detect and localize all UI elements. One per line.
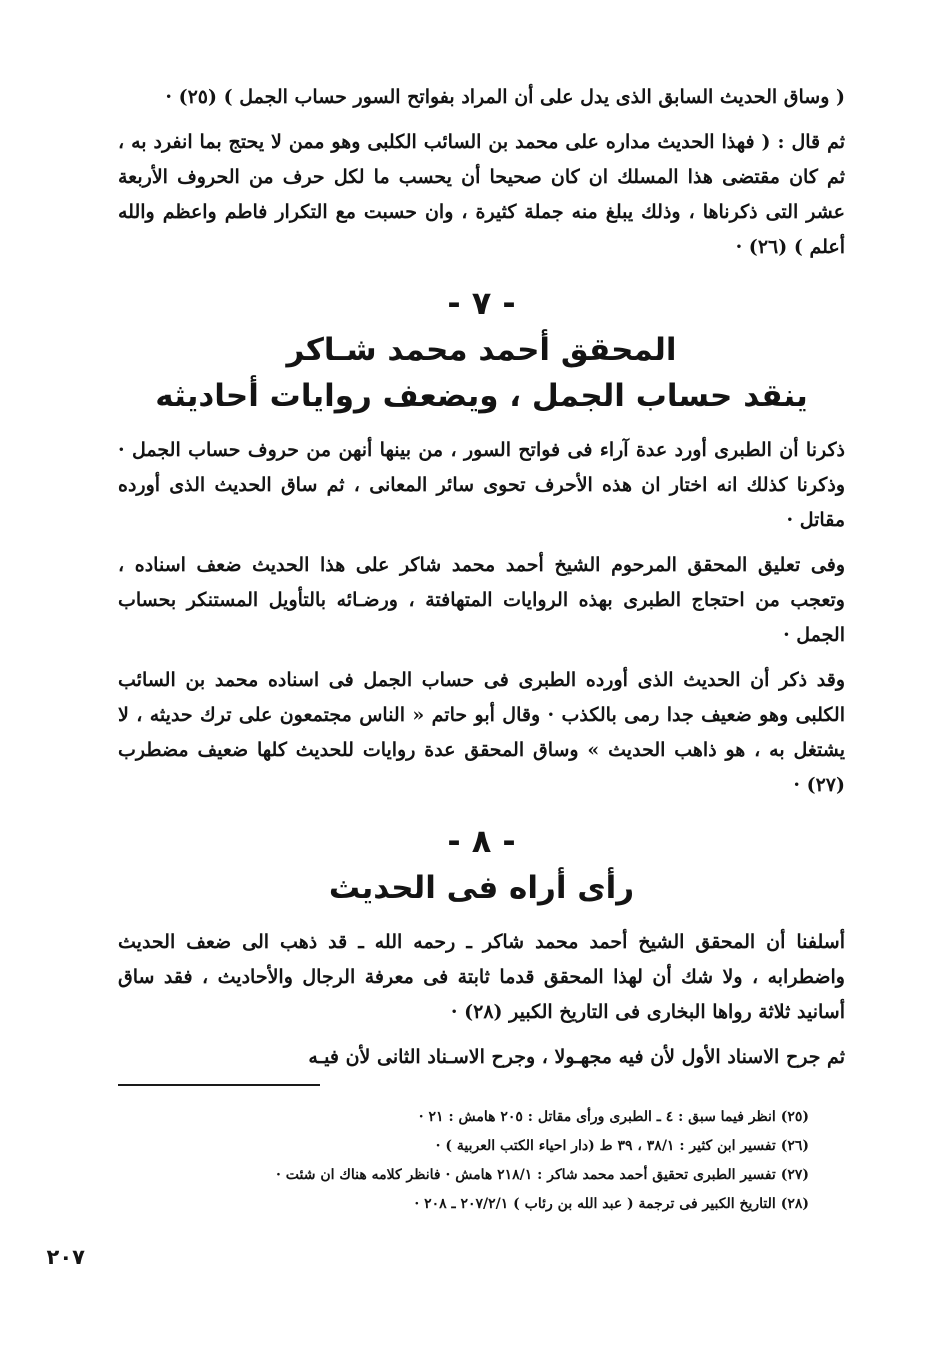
footnote-28: (٢٨) التاريخ الكبير فى ترجمة ( عبد الله بن رئاب ) ٢٠٧/٢/١ ـ ٢٠٨ · — [414, 1196, 809, 1212]
paragraph-quote-ibn-kathir: ثم قال : ( فهذا الحديث مداره على محمد بن السائب الكلبى وهو ممن لا يحتج بما انفرد به ، ثم كان مقتضى هذا المسلك ان كان صحيحا أن يحسب ما لكل حرف من الحروف الأربعة عشر التى ذكرناها ، وذلك يبلغ منه جملة كثيرة ، وان حسبت مع التكرار فاطم واعظم والله أعلم ) (٢٦) · — [118, 131, 845, 258]
section-8-number: - ٨ - — [447, 822, 516, 860]
section-8-paragraph: أسلفنا أن المحقق الشيخ أحمد محمد شاكر ـ رحمه الله ـ قد ذهب الى ضعف الحديث واضطرابه ، ولا شك أن لهذا المحقق قدما ثابتة فى معرفة الرجال والأحاديث ، فقد ساق أسانيد ثلاثة رواها البخارى فى التاريخ الكبير (٢٨) · — [118, 931, 845, 1023]
footnotes — [86, 1103, 809, 1219]
footnote-25: (٢٥) انظر فيما سبق : ٤ ـ الطبرى ورأى مقاتل : ٢٠٥ هامش : ٢١ · — [418, 1109, 809, 1125]
footnote-27: (٢٧) تفسير الطبرى تحقيق أحمد محمد شاكر : ٢١٨/١ هامش · فانظر كلامه هناك ان شئت · — [276, 1167, 809, 1183]
paragraph-continuation: ( وساق الحديث السابق الذى يدل على أن المراد بفواتح السور حساب الجمل ) (٢٥) · — [165, 86, 845, 108]
book-page — [46, 80, 845, 1369]
footnote-26: (٢٦) تفسير ابن كثير : ٣٨/١ ، ٣٩ ط (دار احياء الكتب العربية ) · — [435, 1138, 809, 1154]
section-7-paragraph: وفى تعليق المحقق المرحوم الشيخ أحمد محمد شاكر على هذا الحديث ضعف اسناده ، وتعجب من احتجاج الطبرى بهذه الروايات المتهافتة ، ورضـائه بالتأويل المستنكر بحساب الجمل · — [118, 554, 845, 646]
section-7-number: - ٧ - — [447, 284, 516, 322]
section-7-paragraph: وقد ذكر أن الحديث الذى أورده الطبرى فى حساب الجمل فى اسناده محمد بن السائب الكلبى وهو ضعيف جدا رمى بالكذب · وقال أبو حاتم « الناس مجتمعون على ترك حديثه ، لا يشتغل به ، هو ذاهب الحديث » وساق المحقق عدة روايات للحديث كلها ضعيف مضطرب (٢٧) · — [118, 669, 845, 796]
section-8-paragraph: ثم جرح الاسناد الأول لأن فيه مجهـولا ، وجرح الاسـناد الثانى لأن فيـه — [308, 1046, 845, 1068]
page-number: ٢٠٧ — [46, 1245, 85, 1269]
section-7-paragraph: ذكرنا أن الطبرى أورد عدة آراء فى فواتح السور ، من بينها أنهن من حروف حساب الجمل · وذكرنا كذلك انه اختار ان هذه الأحرف تحوى سائر المعانى ، ثم ساق الحديث الذى أورده مقاتل · — [118, 439, 845, 531]
section-8-title: رأى أراه فى الحديث — [328, 870, 635, 906]
section-7-subtitle: ينقد حساب الجمل ، ويضعف روايات أحاديثه — [155, 378, 808, 414]
footnote-divider — [118, 1084, 320, 1086]
section-7-title: المحقق أحمد محمد شـاكر — [286, 332, 677, 368]
